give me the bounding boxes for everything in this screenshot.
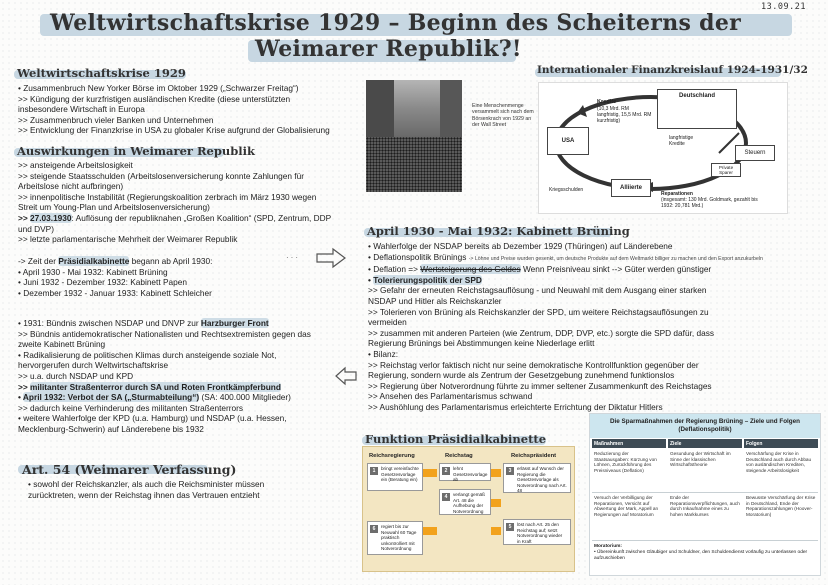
wall-street-photo [366, 80, 462, 192]
text-line: >> u.a. durch NSDAP und KPD [18, 370, 134, 381]
step-number: 2 [442, 467, 450, 475]
strike-highlight: Wertsteigerung des Geldes [420, 264, 521, 275]
table-cell: Reduzierung der Staatsausgaben: Kürzung von Löhnen, Zurückführung des Preisniveaus (Deflation) [594, 451, 657, 474]
section-heading-art54: Art. 54 (Weimarer Verfassung) [22, 462, 237, 477]
section-bruening-body [368, 241, 763, 413]
text-line: >> letzte parlamentarische Mehrheit der Weimarer Republik [18, 234, 238, 245]
finanzkreislauf-diagram [538, 82, 788, 214]
text-line: >> Reichstag verlor faktisch nicht nur seine demokratische Kontrollfunktion gegenüber der [368, 359, 699, 370]
table-header-folgen: Folgen [744, 439, 818, 448]
section-heading-bruening: April 1930 - Mai 1932: Kabinett Brüning [367, 224, 630, 238]
text-line-harzburg [18, 318, 311, 329]
section-art54-body [28, 479, 264, 500]
text-line: • sowohl der Reichskanzler, als auch die Reichsminister müssen [28, 479, 265, 489]
text-line: >> dadurch keine Verhinderung des militanten Straßenterrors [18, 402, 244, 413]
table-divider [592, 492, 818, 493]
text-line: >> steigende Staatsschulden (Arbeitslosenversicherung konnte Zahlungen für [18, 170, 304, 181]
flow-arrow [423, 469, 437, 477]
step-number: 6 [370, 525, 378, 533]
text-line: >> Gefahr der erneuten Reichstagsauflösung - und Neuwahl mit dem Ausgang einer starken [368, 285, 707, 296]
flow-arrow [491, 527, 501, 535]
label-reparationen: Reparationen [661, 191, 693, 197]
flow-card-6 [367, 521, 423, 555]
text-pre: • [368, 274, 374, 285]
flow-card-4 [439, 489, 491, 515]
section-praesidialkabinette [18, 256, 212, 298]
label-deutschland: Deutschland [678, 93, 715, 99]
label-private-sparer: Private Sparer [718, 165, 734, 175]
text-pre: • Deflation => [368, 264, 421, 275]
text-line: Streit um Young-Plan und Arbeitslosenversicherung) [18, 202, 210, 213]
step-number: 1 [370, 467, 378, 475]
flow-arrow [491, 499, 501, 507]
section-auswirkungen-body [18, 160, 331, 245]
table-header-ziele: Ziele [668, 439, 742, 448]
table-cell: Verschärfung der Krise in Deutschland auch durch Abbau von ausländischen Krediten, steigende Arbeitslosigkeit [746, 451, 812, 474]
date-label: 13.09.21 [761, 2, 806, 12]
funktion-diagram [362, 446, 575, 572]
text-line: • Bilanz: [368, 348, 399, 359]
text-post: Wenn Preisniveau sinkt --> Güter werden günstiger [520, 264, 712, 275]
text-line: • Radikalisierung de politischen Klimas durch ansteigende soziale Not, [18, 349, 277, 360]
text-pre: -> Zeit der [18, 256, 59, 266]
text-prefix: >> [18, 212, 30, 223]
arrow-left-icon [334, 366, 358, 386]
text-post: (SA: 400.000 Mitglieder) [199, 392, 291, 403]
text-line-date [18, 213, 331, 224]
text-main: • Deflationspolitik Brünings [368, 251, 467, 262]
table-header-massnahmen: Maßnahmen [592, 439, 666, 448]
text-line: >> Zusammenbruch vieler Banken und Unternehmen [18, 114, 214, 125]
flow-arrow [423, 527, 437, 535]
step-number: 5 [506, 523, 514, 531]
table-cell: Gesundung der Wirtschaft im Sinne der klassischen Wirtschaftstheorie [670, 451, 731, 468]
label-alliierte: Alliierte [619, 185, 642, 191]
text-line: >> Regierung über Notverordnung führte zu immer seltener Zusammenkunft des Reichstages [368, 380, 712, 391]
table-title: Die Sparmaßnahmen der Regierung Brüning – Ziele und Folgen (Deflationspolitik) [590, 414, 820, 438]
flow-card-3 [503, 463, 571, 493]
text-line: >> zusammen mit anderen Parteien (wie Zentrum, DDP, DVP, etc.) sorgte die SPD dafür, dass [368, 327, 715, 338]
text-line-zeit [18, 256, 212, 267]
text-line-deflation [368, 264, 763, 275]
text-line: Regierung, sondern wurde als Zentrum der Gesetzgebung zunehmend funktionslos [368, 370, 675, 381]
text-pre: • 1931: Bündnis zwischen NSDAP und DNVP zur [18, 318, 201, 328]
step-number: 3 [506, 467, 514, 475]
step-text: regiert bis zur Neuwahl 60 Tage praktisch unkontrolliert mit Notverordnung [381, 524, 417, 552]
flow-card-2 [439, 463, 491, 481]
label-steuern: Steuern [744, 150, 766, 156]
term-highlight: Harzburger Front [200, 318, 269, 328]
text-line: >> Tolerieren von Brüning als Reichskanzler der SPD, um weitere Reichstagsauflösungen zu [368, 306, 709, 317]
label-kriegsschulden: Kriegsschulden [549, 187, 584, 193]
section-heading-finanzkreislauf: Internationaler Finanzkreislauf 1924-1931/32 [537, 64, 808, 76]
arrow-right-icon [315, 247, 347, 269]
photo-caption: Eine Menschenmenge versammelt sich nach dem Börsenkrach von 1929 an der Wall Street [472, 103, 534, 129]
section-heading-auswirkungen: Auswirkungen in Weimarer Republik [17, 144, 255, 158]
text-line-verbot [18, 392, 311, 403]
term-highlight: Tolerierungspolitik der SPD [373, 274, 482, 285]
text-line: >> Entwicklung der Finanzkrise in USA zu globaler Krise aufgrund der Globalisierung [18, 125, 330, 136]
table-cell: Bewusste Verschärfung der Krise in Deutschland, Ende der Reparationszahlungen (Hoover-Moratorium) [746, 495, 816, 518]
text-line: vermeiden [368, 317, 407, 328]
text-post: begann ab April 1930: [129, 256, 213, 266]
text-line: >> Aushöhlung des Parlamentarismus erleichterte Errichtung der Diktatur Hitlers [368, 401, 663, 412]
table-cell: Ende der Reparationsverpflichtungen, auch durch Inkaufnahme eines zu hohen Markkurses [670, 495, 740, 518]
label-kredite: Kredite [597, 99, 617, 105]
box-deutschland [657, 89, 737, 129]
text-rest: : Auflösung der republiknahen „Großen Koalition“ (SPD, Zentrum, DDP [71, 212, 332, 223]
list-item: • Dezember 1932 - Januar 1933: Kabinett Schleicher [18, 287, 212, 298]
col-reichstag: Reichstag [445, 453, 473, 459]
section-radikalisierung [18, 318, 311, 435]
text-line-terror [18, 382, 311, 393]
moratorium-heading: Moratorium: [594, 544, 622, 549]
text-line: • Wahlerfolge der NSDAP bereits ab Dezember 1929 (Thüringen) auf Länderebene [368, 241, 673, 251]
moratorium-text: • Übereinkunft zwischen Gläubiger und Schuldner, den Schuldendienst vorläufig zu unterlassen oder aufzuschieben [594, 549, 808, 561]
text-line: NSDAP und Hitler als Reichskanzler [368, 295, 502, 306]
flow-arrow [491, 469, 501, 477]
text-line: >> Ansehen des Parlamentarismus schwand [368, 391, 533, 402]
text-line: insbesondere Wirtschaft in Europa [18, 104, 145, 115]
text-line: Arbeitslose nicht aufbringen) [18, 181, 124, 192]
col-reichsregierung: Reichsregierung [369, 453, 415, 459]
flow-card-1 [367, 463, 423, 491]
moratorium-note [594, 544, 816, 561]
box-private-sparer [711, 163, 741, 177]
page-title-line2: Weimarer Republik?! [255, 36, 522, 62]
date-highlight: 27.03.1930 [30, 212, 72, 223]
text-line: • Zusammenbruch New Yorker Börse im Oktober 1929 („Schwarzer Freitag“) [18, 83, 299, 93]
list-item: • April 1930 - Mai 1932: Kabinett Brüning [18, 266, 168, 277]
text-line: • weitere Wahlerfolge der KPD (u.a. Hamburg) und NSDAP (u.a. Hessen, [18, 413, 287, 424]
box-usa [547, 127, 589, 155]
step-text: verlangt gemäß Art. 48 die Aufhebung der Notverordnung [453, 492, 485, 514]
text-line: >> ansteigende Arbeitslosigkeit [18, 160, 133, 170]
text-pre: >> [18, 381, 30, 392]
flow-card-5 [503, 519, 571, 545]
section-heading-weltwirtschaftskrise: Weltwirtschaftskrise 1929 [17, 66, 186, 80]
table-divider [592, 540, 818, 541]
label-kredite-detail: (10,3 Mrd. RM langfristig, 15,5 Mrd. RM kurzfristig) [597, 106, 652, 124]
section-heading-funktion: Funktion Präsidialkabinette [365, 432, 547, 446]
section-weltwirtschaftskrise-body [18, 83, 330, 136]
term-highlight: April 1932: Verbot der SA („Sturmabteilung“) [22, 392, 200, 403]
list-item: • Juni 1932 - Dezember 1932: Kabinett Papen [18, 277, 187, 288]
text-pre: • [18, 392, 23, 403]
table-cell: Versuch der Verbilligung der Reparationen, Versicht auf Abwertung der Mark, Appell an Regierungen auf Moratorium [594, 495, 659, 518]
text-line: hervorgerufen durch Weltwirtschaftskrise [18, 360, 169, 371]
term-highlight: Präsidialkabinette [58, 256, 130, 266]
col-reichspraesident: Reichspräsident [511, 453, 557, 459]
step-text: erlässt auf Wunsch der Regierung die Gesetzesvorlage als Notverordnung nach Art. 48 [517, 466, 567, 494]
box-alliierte [611, 179, 651, 197]
text-line: >> Kündigung der kurzfristigen ausländischen Kredite (diese unterstützten [18, 93, 291, 104]
text-line: >> innenpolitische Instabilität (Regierungskoalition zerbrach im März 1930 wegen [18, 191, 317, 202]
step-text: löst nach Art. 25 den Reichstag auf; setzt Notverordnung wieder in Kraft [517, 522, 563, 544]
text-line: Regierung Brünings bei Abstimmungen keine Niederlage erlitt [368, 338, 595, 349]
step-text: lehnt Gesetzesvorlage ab [453, 466, 488, 483]
term-highlight: militanter Straßenterror durch SA und Roten Frontkämpferbund [30, 381, 281, 392]
text-line: >> Bündnis antidemokratischer Nationalisten und Rechtsextremisten gegen das [18, 328, 311, 339]
text-line-tolerierung [368, 275, 763, 286]
text-line: zweite Kabinett Brüning [18, 339, 106, 350]
text-line-deflationspolitik [368, 252, 763, 265]
label-usa: USA [561, 138, 575, 144]
label-langfristige-kredite: langfristige Kredite [669, 135, 694, 147]
text-line: und DVP) [18, 223, 54, 234]
page-title: Weltwirtschaftskrise 1929 – Beginn des Scheiterns der [50, 10, 742, 36]
step-number: 4 [442, 493, 450, 501]
label-reparationen-detail: (insgesamt: 130 Mrd. Goldmark, gezahlt bis 1932: 20,781 Mrd.) [661, 197, 758, 209]
text-line: zurücktreten, wenn der Reichstag ihnen das Vertrauen entzieht [28, 489, 260, 500]
text-line: Mecklenburg-Schwerin) auf Länderebene bis 1932 [18, 423, 204, 434]
sparmassnahmen-table [589, 413, 821, 576]
step-text: bringt vereinfachte Gesetzesvorlage ein (Beratung ein) [381, 466, 419, 483]
text-note: -> Löhne und Preise wurden gesenkt, um deutsche Produkte auf dem Weltmarkt billiger zu machen und den Export anzukurbeln [468, 255, 763, 262]
dots-icon: ··· [286, 253, 300, 262]
box-steuern [735, 145, 775, 161]
